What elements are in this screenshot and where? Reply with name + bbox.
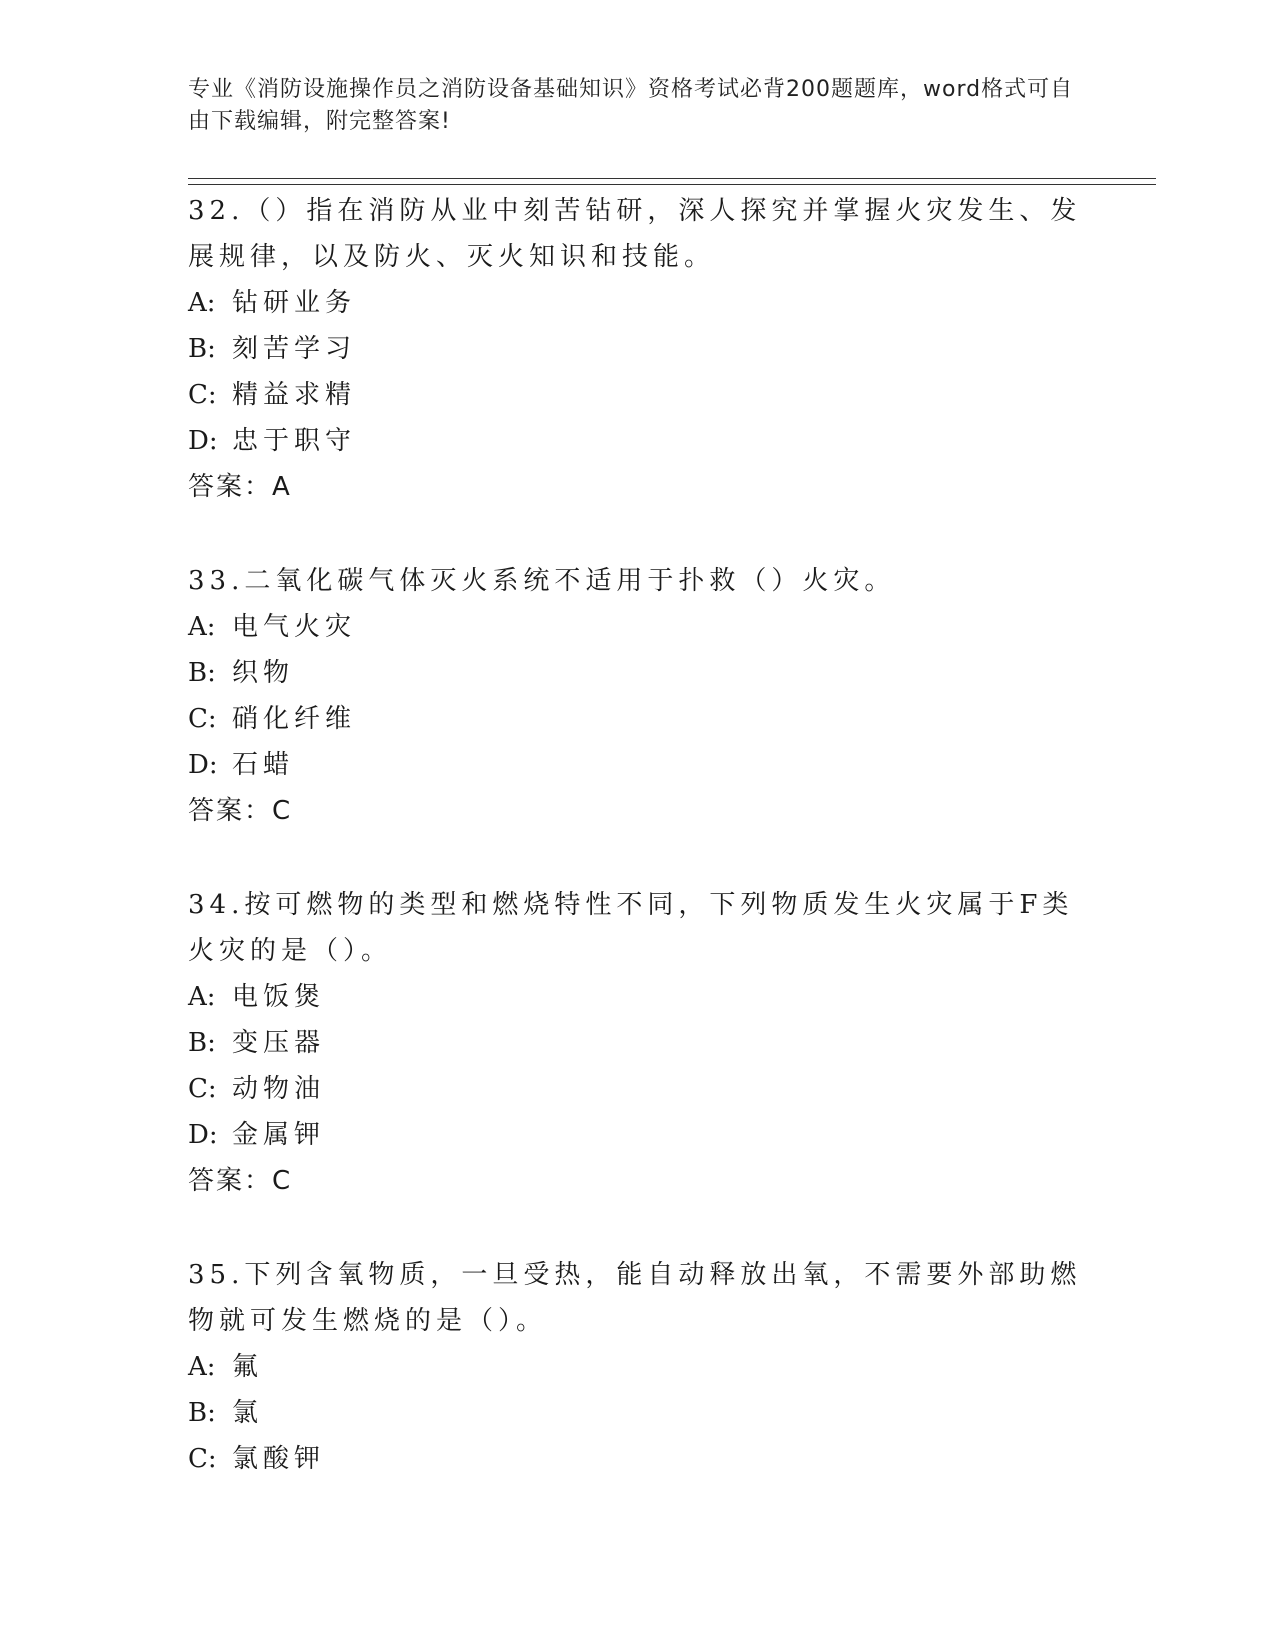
question-35	[188, 1252, 1088, 1482]
option-b	[188, 650, 1088, 696]
option-letter: C:	[188, 1444, 217, 1474]
option-letter: C:	[188, 1074, 217, 1104]
option-text: 动物油	[232, 1074, 326, 1104]
option-letter: D:	[188, 1120, 218, 1150]
option-letter: D:	[188, 750, 218, 780]
option-letter: A:	[188, 612, 216, 642]
answer-line: 答案：C	[188, 1166, 293, 1196]
option-c	[188, 1066, 1088, 1112]
option-d	[188, 1112, 1088, 1158]
question-34	[188, 882, 1088, 1204]
question-stem: 35.下列含氧物质，一旦受热，能自动释放出氧，不需要外部助燃物就可发生燃烧的是（）。	[188, 1260, 1082, 1336]
option-b	[188, 1020, 1088, 1066]
option-text: 变压器	[232, 1028, 326, 1058]
option-text: 刻苦学习	[232, 334, 357, 364]
option-letter: A:	[188, 982, 216, 1012]
option-a	[188, 604, 1088, 650]
question-stem: 34.按可燃物的类型和燃烧特性不同，下列物质发生火灾属于F类火灾的是（）。	[188, 890, 1074, 966]
option-a	[188, 1344, 1088, 1390]
option-text: 金属钾	[232, 1120, 326, 1150]
question-33	[188, 558, 1088, 834]
option-b	[188, 326, 1088, 372]
option-text: 电饭煲	[232, 982, 326, 1012]
option-text: 石蜡	[232, 750, 295, 780]
option-letter: A:	[188, 288, 216, 318]
option-b	[188, 1390, 1088, 1436]
option-d	[188, 742, 1088, 788]
question-32	[188, 188, 1088, 510]
option-letter: D:	[188, 426, 218, 456]
answer-line: 答案：C	[188, 796, 293, 826]
option-a	[188, 280, 1088, 326]
option-text: 氯酸钾	[232, 1444, 326, 1474]
option-c	[188, 372, 1088, 418]
option-text: 电气火灾	[232, 612, 357, 642]
option-letter: C:	[188, 380, 217, 410]
option-d	[188, 418, 1088, 464]
option-text: 氯	[232, 1398, 264, 1428]
option-c	[188, 696, 1088, 742]
question-stem: 32.（）指在消防从业中刻苦钻研，深人探究并掌握火灾发生、发展规律，以及防火、灭火知识和技能。	[188, 196, 1082, 272]
option-letter: B:	[188, 334, 216, 364]
option-letter: B:	[188, 1028, 216, 1058]
header-divider-top	[188, 178, 1156, 179]
option-text: 织物	[232, 658, 295, 688]
option-letter: C:	[188, 704, 217, 734]
option-text: 硝化纤维	[232, 704, 357, 734]
option-letter: A:	[188, 1352, 216, 1382]
option-text: 忠于职守	[232, 426, 357, 456]
answer-line: 答案：A	[188, 472, 292, 502]
option-letter: B:	[188, 658, 216, 688]
option-c	[188, 1436, 1088, 1482]
header-divider-bottom	[188, 184, 1156, 185]
document-header: 专业《消防设施操作员之消防设备基础知识》资格考试必背200题题库，word格式可自由下载编辑，附完整答案!	[188, 77, 1074, 134]
question-stem: 33.二氧化碳气体灭火系统不适用于扑救（）火灾。	[188, 566, 896, 596]
option-letter: B:	[188, 1398, 216, 1428]
option-a	[188, 974, 1088, 1020]
option-text: 钻研业务	[232, 288, 357, 318]
option-text: 氟	[232, 1352, 264, 1382]
question-list	[188, 188, 1088, 1530]
option-text: 精益求精	[232, 380, 357, 410]
